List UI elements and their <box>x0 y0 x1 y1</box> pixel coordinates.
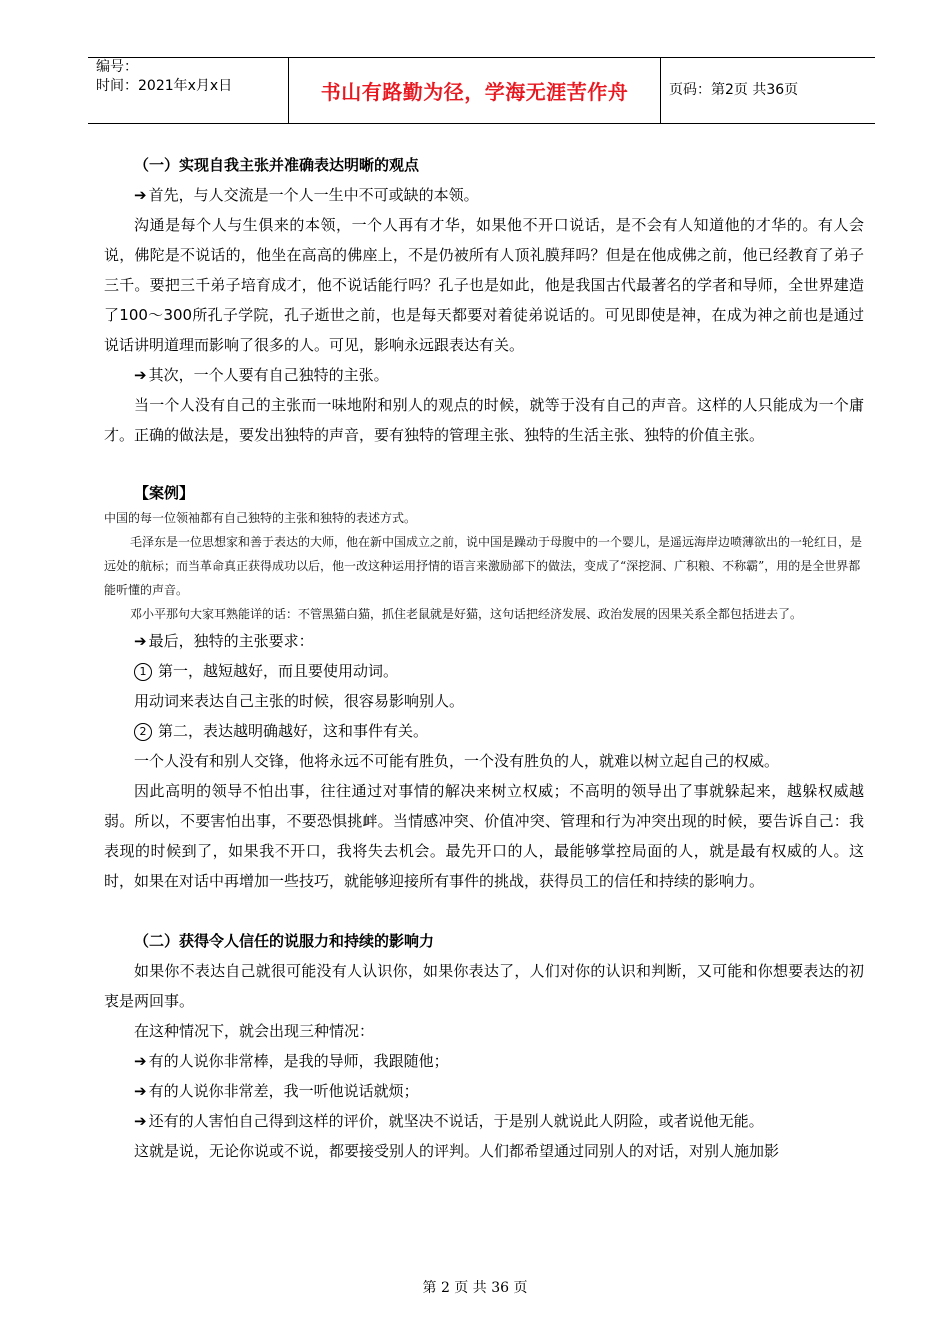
point-last: ➔ 最后，独特的主张要求： <box>134 632 314 650</box>
section-heading-1: （一）实现自我主张并准确表达明晰的观点 <box>134 156 420 174</box>
header-meta <box>96 58 232 96</box>
header-number-label: 编号： <box>96 59 138 75</box>
header-slogan: 书山有路勤为径，学海无涯苦作舟 <box>320 79 629 104</box>
document-body <box>104 150 864 1166</box>
paragraph: 用动词来表达自己主张的时候，很容易影响别人。 <box>134 692 465 710</box>
paragraph: 如果你不表达自己就很可能没有人认识你，如果你表达了，人们对你的认识和判断，又可能和你想要表达的初衷是两回事。 <box>104 962 864 1010</box>
right-arrow-icon: ➔ <box>134 1112 147 1130</box>
header-divider-right <box>660 57 661 124</box>
numbered-item-2: 2 第二，表达越明确越好，这和事件有关。 <box>104 716 864 746</box>
paragraph: 一个人没有和别人交锋，他将永远不可能有胜负，一个没有胜负的人，就难以树立起自己的权威。 <box>134 752 780 770</box>
case-line: 中国的每一位领袖都有自己独特的主张和独特的表述方式。 <box>104 511 417 525</box>
point-second: ➔ 其次，一个人要有自己独特的主张。 <box>134 366 389 384</box>
point-first: ➔ 首先，与人交流是一个人一生中不可或缺的本领。 <box>134 186 479 204</box>
paragraph: 因此高明的领导不怕出事，往往通过对事情的解决来树立权威；不高明的领导出了事就躲起来，越躲权威越弱。所以，不要害怕出事，不要恐惧挑衅。当情感冲突、价值冲突、管理和行为冲突出现的时候，要告诉自己：我表现的时候到了，如果我不开口，我将失去机会。最先开口的人，最能够掌控局面的人，就是最有权威的人。这时，如果在对话中再增加一些技巧，就能够迎接所有事件的挑战，获得员工的信任和持续的影响力。 <box>104 782 864 890</box>
case-title: 【案例】 <box>134 484 195 502</box>
paragraph: 在这种情况下，就会出现三种情况： <box>134 1022 375 1040</box>
right-arrow-icon: ➔ <box>134 1052 147 1070</box>
circled-number-icon: 1 <box>134 663 152 681</box>
right-arrow-icon: ➔ <box>134 366 147 384</box>
section-heading-2: （二）获得令人信任的说服力和持续的影响力 <box>134 932 435 950</box>
bullet-item: ➔ 还有的人害怕自己得到这样的评价，就坚决不说话，于是别人就说此人阴险，或者说他无能。 <box>134 1112 764 1130</box>
case-line: 邓小平那句大家耳熟能详的话：不管黑猫白猫，抓住老鼠就是好猫，这句话把经济发展、政治发展的因果关系全都包括进去了。 <box>130 607 803 621</box>
case-line: 毛泽东是一位思想家和善于表达的大师，他在新中国成立之前，说中国是躁动于母腹中的一个婴儿，是遥远海岸边喷薄欲出的一轮红日，是远处的航标；而当革命真正获得成功以后，他一改这种运用抒情的语言来激励部下的做法，变成了“深挖洞、广积粮、不称霸”，用的是全世界都能听懂的声音。 <box>104 535 863 597</box>
header-bottom-rule <box>88 123 875 124</box>
bullet-item: ➔ 有的人说你非常差，我一听他说话就烦； <box>134 1082 419 1100</box>
right-arrow-icon: ➔ <box>134 186 147 204</box>
page-footer: 第 2 页 共 36 页 <box>422 1280 528 1296</box>
paragraph: 这就是说，无论你说或不说，都要接受别人的评判。人们都希望通过同别人的对话，对别人施加影 <box>134 1142 780 1160</box>
right-arrow-icon: ➔ <box>134 1082 147 1100</box>
right-arrow-icon: ➔ <box>134 632 147 650</box>
paragraph: 当一个人没有自己的主张而一味地附和别人的观点的时候，就等于没有自己的声音。这样的人只能成为一个庸才。正确的做法是，要发出独特的声音，要有独特的管理主张、独特的生活主张、独特的价值主张。 <box>104 396 864 444</box>
paragraph: 沟通是每个人与生俱来的本领，一个人再有才华，如果他不开口说话，是不会有人知道他的才华的。有人会说，佛陀是不说话的，他坐在高高的佛座上，不是仍被所有人顶礼膜拜吗？但是在他成佛之前，他已经教育了弟子三千。要把三千弟子培育成才，他不说话能行吗？孔子也是如此，他是我国古代最著名的学者和导师，全世界建造了100～300所孔子学院，孔子逝世之前，也是每天都要对着徒弟说话的。可见即使是神，在成为神之前也是通过说话讲明道理而影响了很多的人。可见，影响永远跟表达有关。 <box>104 216 864 354</box>
header-page-label: 页码：第2页 共36页 <box>669 82 799 98</box>
header-time-label: 时间：2021年x月x日 <box>96 78 233 94</box>
circled-number-icon: 2 <box>134 723 152 741</box>
bullet-item: ➔ 有的人说你非常棒，是我的导师，我跟随他； <box>134 1052 449 1070</box>
numbered-item-1: 1 第一，越短越好，而且要使用动词。 <box>104 656 864 686</box>
